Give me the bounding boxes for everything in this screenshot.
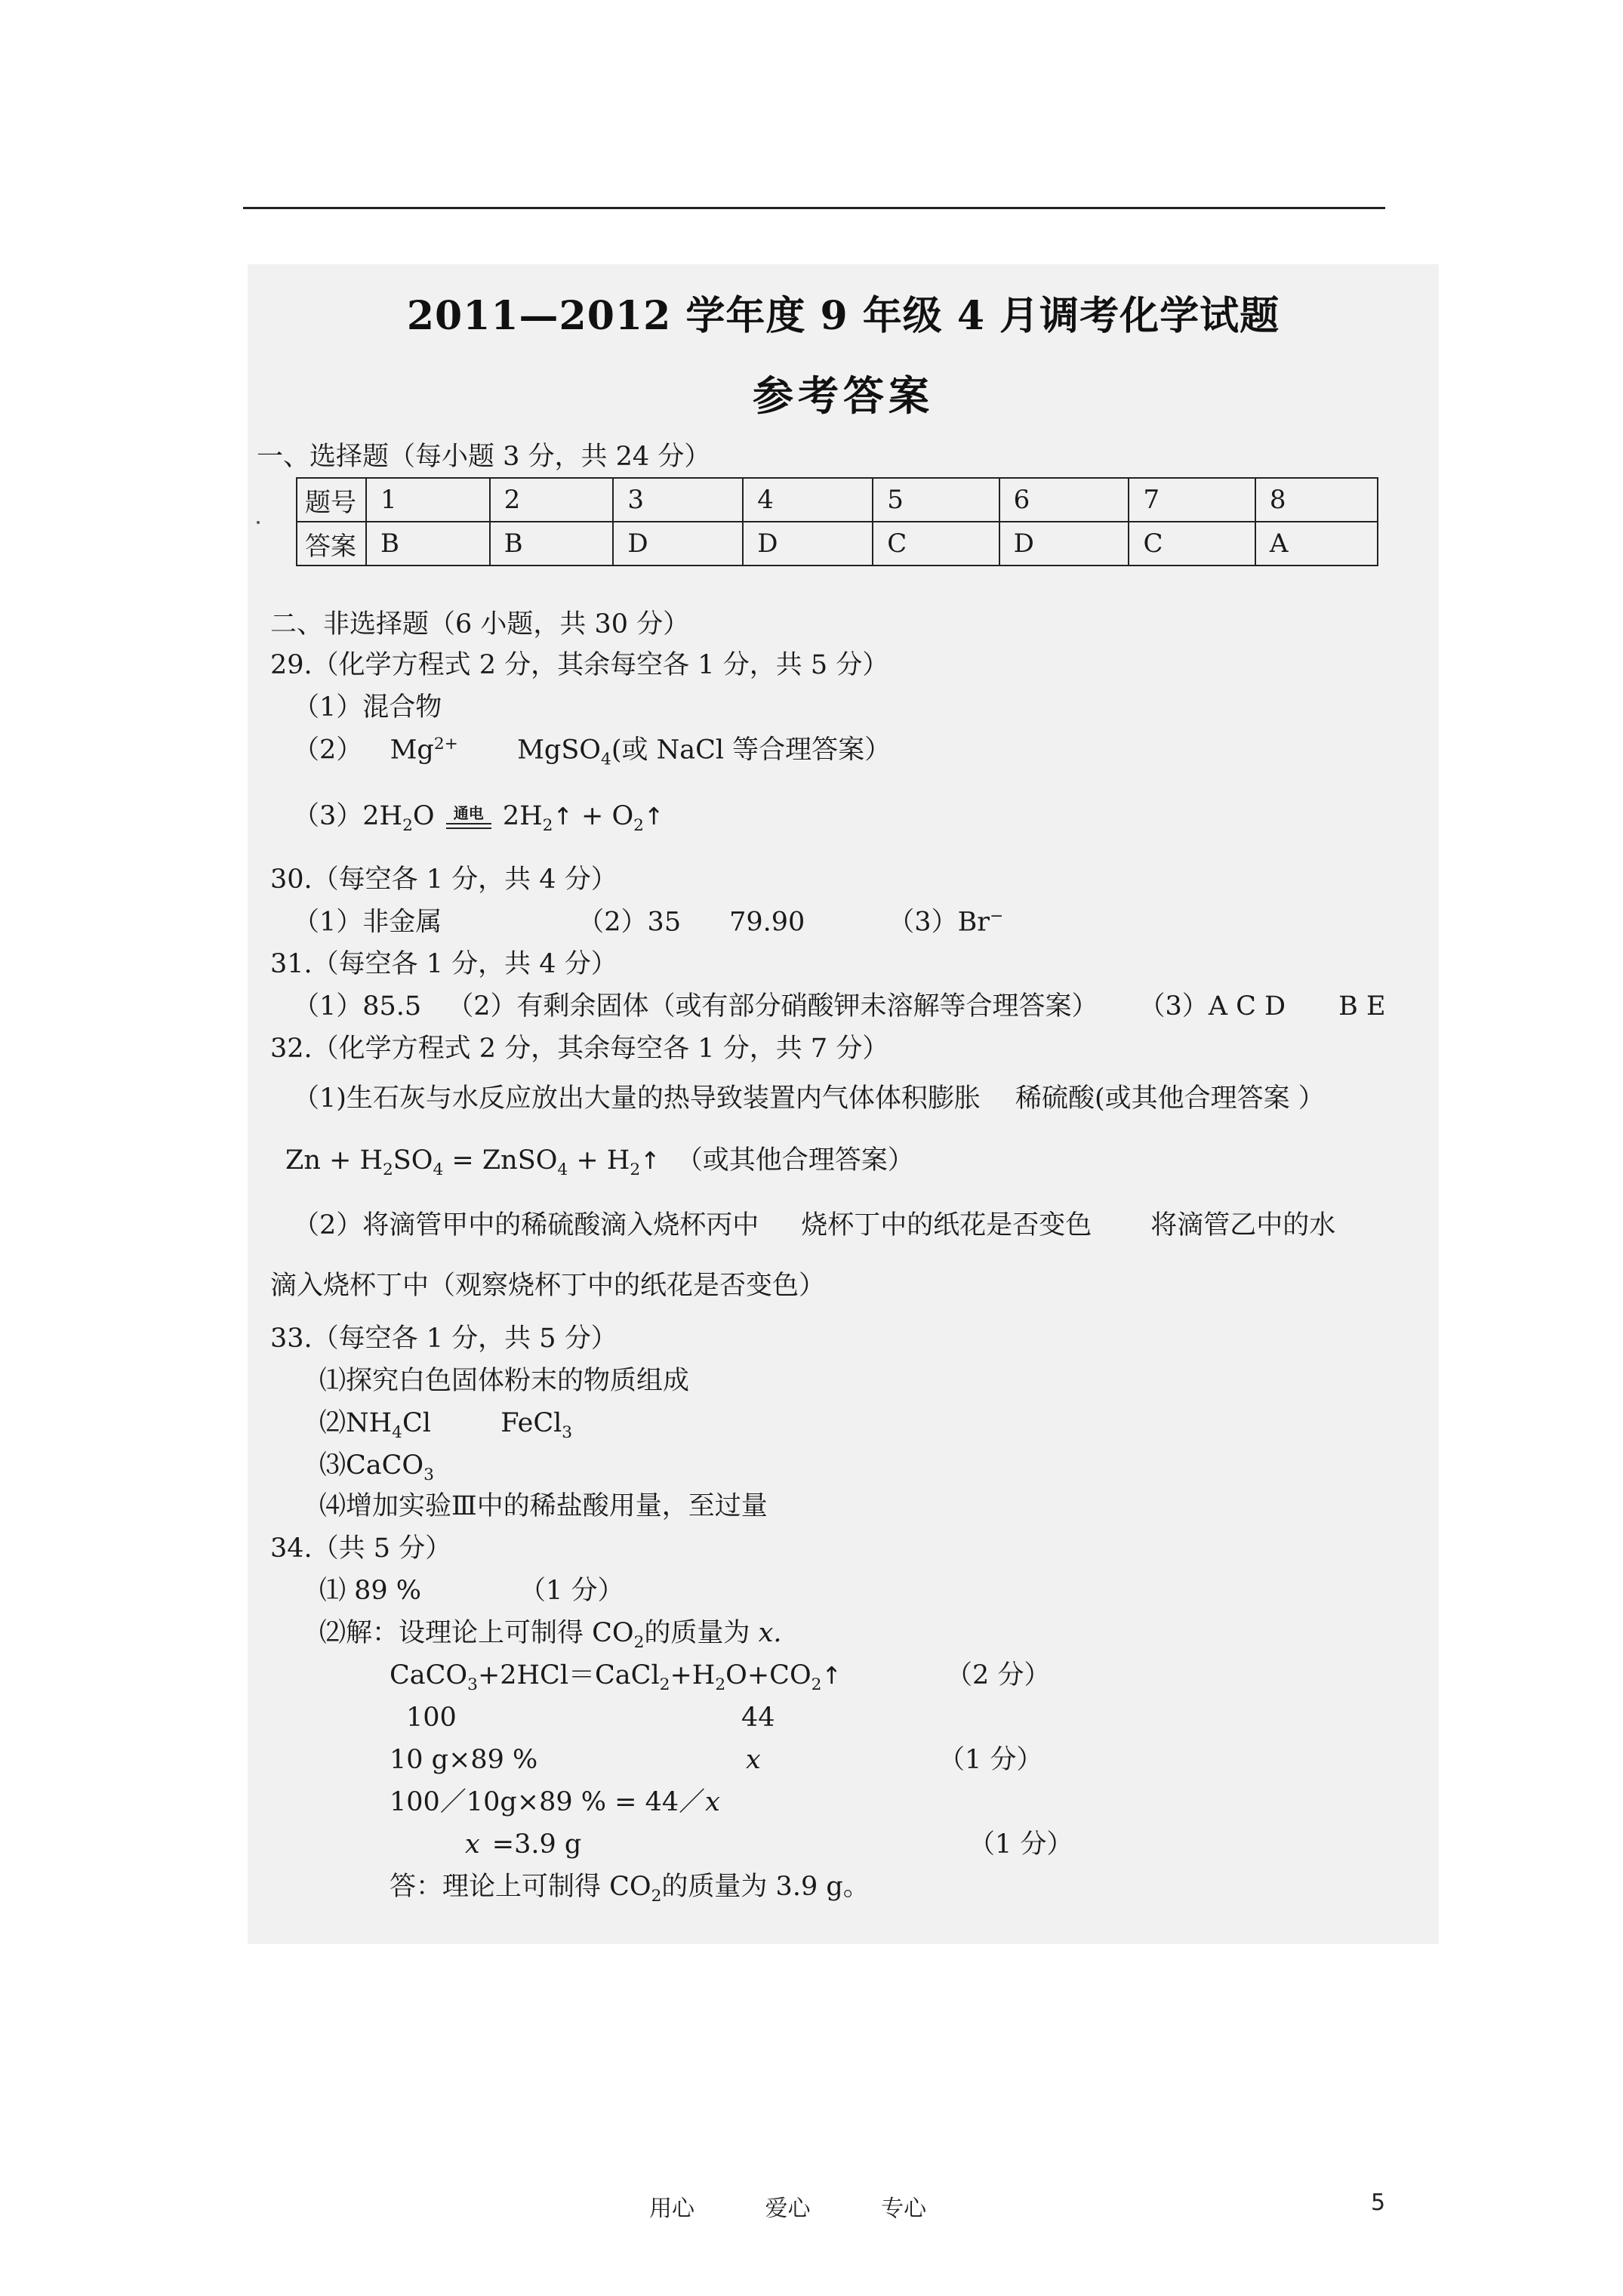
table-cell-answer: B: [490, 522, 614, 566]
q29-salt-note: (或 NaCl 等合理答案）: [611, 735, 892, 766]
q29-eq-reactant-o: O: [412, 801, 435, 831]
q29-eq-product-o: + O: [581, 801, 634, 831]
q33-answer-3: [319, 1451, 434, 1484]
q32-eq-sulfate: SO: [393, 1145, 433, 1176]
table-cell-number: 5: [873, 478, 999, 522]
q29-answer-2-prefix: （2）: [293, 735, 363, 766]
q33-sub: 3: [562, 1423, 573, 1442]
q30-answer-2: （2）35: [577, 907, 682, 938]
q32-answer-1: [293, 1084, 1325, 1114]
q34-setup-text-end: 的质量为: [644, 1618, 750, 1648]
q33-formula-b: FeCl: [500, 1408, 562, 1438]
q34-final-text-end: 的质量为 3.9 g。: [661, 1872, 870, 1902]
q34-setup-text: ⑵解：设理论上可制得 CO: [319, 1618, 634, 1648]
q33-answer-1: ⑴探究白色固体粉末的物质组成: [319, 1366, 690, 1396]
q34-ratio-mass-b: 44: [741, 1703, 775, 1733]
q34-result: [465, 1830, 581, 1860]
q34-sub: 2: [659, 1675, 670, 1694]
q29-eq-reactant: （3）2H: [293, 801, 403, 831]
q31-answers: [293, 992, 1386, 1022]
q29-salt-sub: 4: [601, 750, 611, 769]
table-cell-number: 4: [743, 478, 873, 522]
q34-equation: [390, 1661, 842, 1694]
table-cell-answer: D: [743, 522, 873, 566]
table-cell-answer: C: [873, 522, 999, 566]
q32-eq-sub: 2: [382, 1160, 393, 1179]
answer-key-title: 参考答案: [753, 371, 934, 420]
reaction-condition-label: 通电: [453, 804, 484, 822]
multiple-choice-answer-table: [296, 477, 1378, 566]
q34-header: 34.（共 5 分）: [270, 1533, 452, 1564]
q32-eq-sub: 4: [557, 1160, 568, 1179]
footer-motto: [649, 2190, 990, 2223]
q29-eq-product-h: 2H: [502, 801, 543, 831]
footer-item: 专心: [881, 2196, 927, 2222]
table-cell-number: 1: [366, 478, 490, 522]
table-row-numbers: [297, 478, 1378, 522]
gas-arrow-icon: ↑: [821, 1663, 842, 1690]
q33-header: 33.（每空各 1 分，共 5 分）: [270, 1324, 617, 1354]
q29-ion-charge: 2+: [433, 735, 458, 754]
q33-answer-4: ⑷增加实验Ⅲ中的稀盐酸用量，至过量: [319, 1491, 768, 1521]
q33-sub: 3: [423, 1465, 434, 1484]
q34-sub: 3: [467, 1675, 478, 1694]
gas-arrow-icon: ↑: [640, 1148, 661, 1175]
q34-eq-part: O+CO: [725, 1660, 812, 1690]
exam-title: 2011—2012 学年度 9 年级 4 月调考化学试题: [406, 293, 1280, 339]
row-label-answer: 答案: [297, 522, 366, 566]
table-cell-answer: B: [366, 522, 490, 566]
answer-sheet-scan: [248, 264, 1439, 1944]
q32-header: 32.（化学方程式 2 分，其余每空各 1 分，共 7 分）: [270, 1034, 889, 1064]
table-cell-number: 2: [490, 478, 614, 522]
q32-eq-note: （或其他合理答案）: [676, 1145, 914, 1176]
q31-header: 31.（每空各 1 分，共 4 分）: [270, 949, 617, 979]
q32-answer-2a: （2）将滴管甲中的稀硫酸滴入烧杯丙中: [293, 1210, 759, 1240]
q34-variable: x.: [758, 1618, 782, 1648]
q32-answer-2: [293, 1211, 1335, 1240]
q34-sub: 2: [811, 1675, 822, 1694]
reaction-condition: [446, 806, 491, 829]
q33-formula-c: ⑶CaCO: [319, 1450, 424, 1481]
q29-eq-sub: 2: [542, 816, 553, 835]
q34-final-text: 答：理论上可制得 CO: [390, 1872, 651, 1902]
q34-result-value: =3.9 g: [491, 1829, 582, 1860]
q31-answer-2: （2）有剩余固体（或有部分硝酸钾未溶解等合理答案）: [447, 991, 1098, 1022]
page-number: 5: [1371, 2190, 1386, 2216]
gas-arrow-icon: ↑: [643, 803, 664, 831]
q29-answer-3-equation: [293, 802, 664, 835]
q32-eq-sub: 4: [433, 1160, 444, 1179]
q34-eq-part: CaCO: [390, 1660, 468, 1690]
q34-answer-1-score: （1 分）: [519, 1576, 624, 1606]
q34-sub: 2: [633, 1633, 645, 1652]
q34-answer-1: [319, 1576, 624, 1606]
q34-variable: x: [705, 1787, 720, 1817]
q34-result-score: （1 分）: [969, 1829, 1073, 1860]
footer-item: 用心: [649, 2196, 694, 2222]
q29-salt: MgSO: [517, 735, 601, 766]
q29-answer-2: [293, 735, 891, 769]
table-cell-number: 7: [1129, 478, 1255, 522]
q32-eq-reactants: Zn + H: [285, 1145, 383, 1176]
q29-eq-sub: 2: [633, 816, 644, 835]
q34-eq-part: +2HCl＝CaCl: [477, 1660, 660, 1690]
q34-eq-part: +H: [670, 1660, 716, 1690]
q33-formula-a: ⑵NH: [319, 1408, 393, 1438]
q30-answer-3: （3）Br: [888, 907, 990, 938]
table-row-answers: [297, 522, 1378, 566]
q30-answer-1: （1）非金属: [293, 907, 442, 938]
table-cell-number: 6: [999, 478, 1129, 522]
row-label-number: 题号: [297, 478, 366, 522]
q32-answer-1b: 稀硫酸(或其他合理答案 ）: [1015, 1083, 1325, 1114]
q33-formula-a-end: Cl: [402, 1408, 431, 1438]
q34-final-answer: [390, 1872, 870, 1906]
q34-sub: 2: [715, 1675, 726, 1694]
q31-answer-3: （3）A C D: [1138, 991, 1286, 1022]
q29-header: 29.（化学方程式 2 分，其余每空各 1 分，共 5 分）: [270, 650, 889, 680]
q34-ratio-mass-a: 100: [406, 1703, 457, 1733]
section1-heading: 一、选择题（每小题 3 分，共 24 分）: [257, 442, 711, 472]
table-cell-answer: A: [1255, 522, 1378, 566]
q34-actual-score: （1 分）: [938, 1745, 1043, 1775]
q34-proportion: [390, 1788, 720, 1817]
q34-sub: 2: [651, 1887, 662, 1906]
q32-eq-sub: 2: [630, 1160, 641, 1179]
q34-equation-score: （2 分）: [946, 1660, 1051, 1690]
q31-answer-1: （1）85.5: [293, 991, 422, 1022]
footer-item: 爱心: [765, 2196, 811, 2222]
q32-eq-hydrogen: + H: [576, 1145, 630, 1176]
q32-answer-2c: 将滴管乙中的水: [1150, 1210, 1336, 1240]
q34-answer-1-value: ⑴ 89 %: [319, 1576, 422, 1606]
table-cell-number: 3: [613, 478, 743, 522]
q32-answer-2-cont: 滴入烧杯丁中（观察烧杯丁中的纸花是否变色）: [270, 1271, 826, 1301]
q34-proportion-text: 100／10g×89 % = 44／: [390, 1787, 706, 1817]
q32-answer-1a: （1)生石灰与水反应放出大量的热导致装置内气体体积膨胀: [293, 1083, 981, 1114]
q29-answer-1: （1）混合物: [293, 692, 442, 723]
q30-header: 30.（每空各 1 分，共 4 分）: [270, 864, 617, 895]
q30-answer-2b: 79.90: [729, 907, 805, 938]
section2-heading: 二、非选择题（6 小题，共 30 分）: [270, 609, 690, 639]
gas-arrow-icon: ↑: [553, 803, 573, 831]
q34-unknown: x: [746, 1745, 761, 1775]
table-cell-answer: D: [613, 522, 743, 566]
q30-ion-charge: −: [990, 907, 1004, 926]
q34-answer-2-setup: [319, 1619, 781, 1652]
q33-sub: 4: [392, 1423, 402, 1442]
header-rule: [243, 207, 1385, 209]
q29-eq-sub: 2: [402, 816, 413, 835]
q32-answer-2b: 烧杯丁中的纸花是否变色: [801, 1210, 1092, 1240]
q34-actual-mass: 10 g×89 %: [390, 1745, 538, 1775]
table-cell-answer: C: [1129, 522, 1255, 566]
table-cell-number: 8: [1255, 478, 1378, 522]
q29-ion: Mg: [390, 735, 434, 766]
table-cell-answer: D: [999, 522, 1129, 566]
q32-eq-product: = ZnSO: [451, 1145, 558, 1176]
scan-speck: [257, 521, 260, 524]
q30-answers: [293, 908, 1003, 937]
q34-variable: x: [465, 1829, 480, 1860]
q31-answer-3b: B E: [1338, 991, 1386, 1022]
q33-answer-2: [319, 1409, 572, 1442]
q32-equation: [285, 1146, 914, 1179]
